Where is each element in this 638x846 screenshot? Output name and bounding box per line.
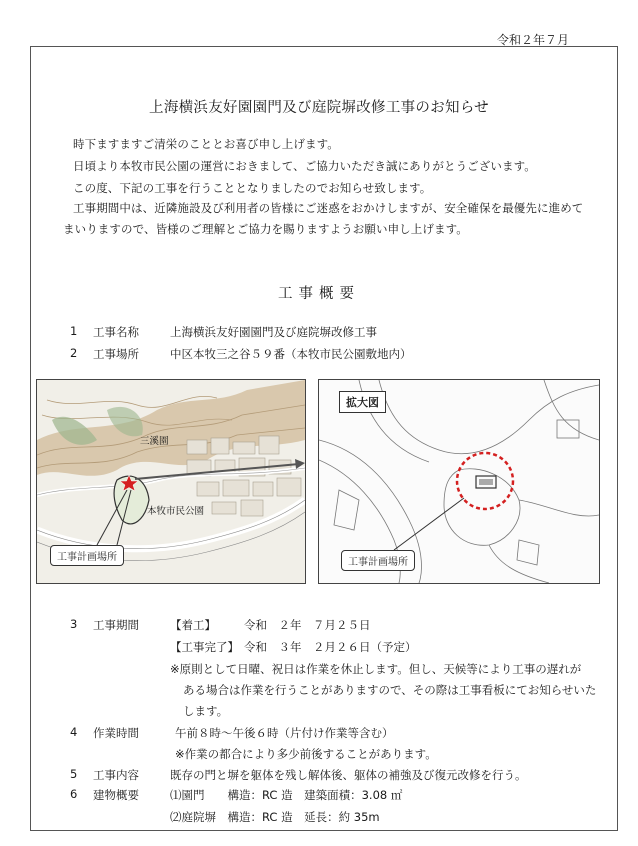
intro-line-2: 日頃より本牧市民公園の運営におきまして、ご協力いただき誠にありがとうございます。 [73,159,536,173]
section-heading: 工事概要 [278,286,360,302]
item-3-start-date: 令和 ２年 ７月２５日 [244,618,371,632]
item-3-end-date: 令和 ３年 ２月２６日（予定） [244,640,417,654]
item-6-line-2: ⑵庭院塀 構造：RC 造 延長：約 35m [170,810,380,824]
item-3-number: 3 [70,617,78,631]
item-6-label: 建物概要 [93,788,139,802]
item-5-value: 既存の門と塀を躯体を残し解体後、躯体の補強及び復元改修を行う。 [170,768,527,782]
item-3-note-3: します。 [183,704,229,718]
item-1-number: 1 [70,324,78,338]
intro-line-3: この度、下記の工事を行うこととなりましたのでお知らせ致します。 [73,181,432,195]
item-2-value: 中区本牧三之谷５９番（本牧市民公園敷地内） [170,347,412,361]
item-3-start-tag: 【着工】 [170,618,216,632]
item-1-value: 上海横浜友好園園門及び庭院塀改修工事 [170,325,377,339]
intro-line-4: 工事期間中は、近隣施設及び利用者の皆様にご迷惑をおかけしますが、安全確保を最優先に進めて [73,201,584,215]
item-4-number: 4 [70,725,78,739]
item-4-value: 午前８時～午後６時（片付け作業等含む） [175,726,394,740]
item-5-number: 5 [70,767,78,781]
callout-right: 工事計画場所 [341,550,415,571]
zoom-tag: 拡大図 [339,391,386,413]
item-3-note-1: ※原則として日曜、祝日は作業を休止します。但し、天候等により工事の遅れが [170,662,582,676]
label-park: 本牧市民公園 [147,506,205,517]
item-2-label: 工事場所 [93,347,139,361]
item-1-label: 工事名称 [93,325,139,339]
area-map [36,379,306,584]
notice-date: 令和２年７月 [497,33,570,47]
label-sankeien: 三溪園 [140,436,169,447]
item-2-number: 2 [70,346,78,360]
item-4-label: 作業時間 [93,726,139,740]
callout-left: 工事計画場所 [50,545,124,566]
item-3-label: 工事期間 [93,618,139,632]
intro-line-5: まいりますので、皆様のご理解とご協力を賜りますようお願い申し上げます。 [63,222,468,236]
intro-line-1: 時下ますますご清栄のこととお喜び申し上げます。 [73,137,339,151]
notice-title: 上海横浜友好園園門及び庭院塀改修工事のお知らせ [149,100,489,116]
item-6-line-1: ⑴園門 構造：RC 造 建築面積：3.08 ㎡ [170,788,403,802]
item-5-label: 工事内容 [93,768,139,782]
item-3-note-2: ある場合は作業を行うことがありますので、その際は工事看板にてお知らせいた [183,683,597,697]
zoom-map [318,379,600,584]
item-4-note: ※作業の都合により多少前後することがあります。 [175,747,437,761]
item-6-number: 6 [70,787,78,801]
item-3-end-tag: 【工事完了】 [170,640,239,654]
